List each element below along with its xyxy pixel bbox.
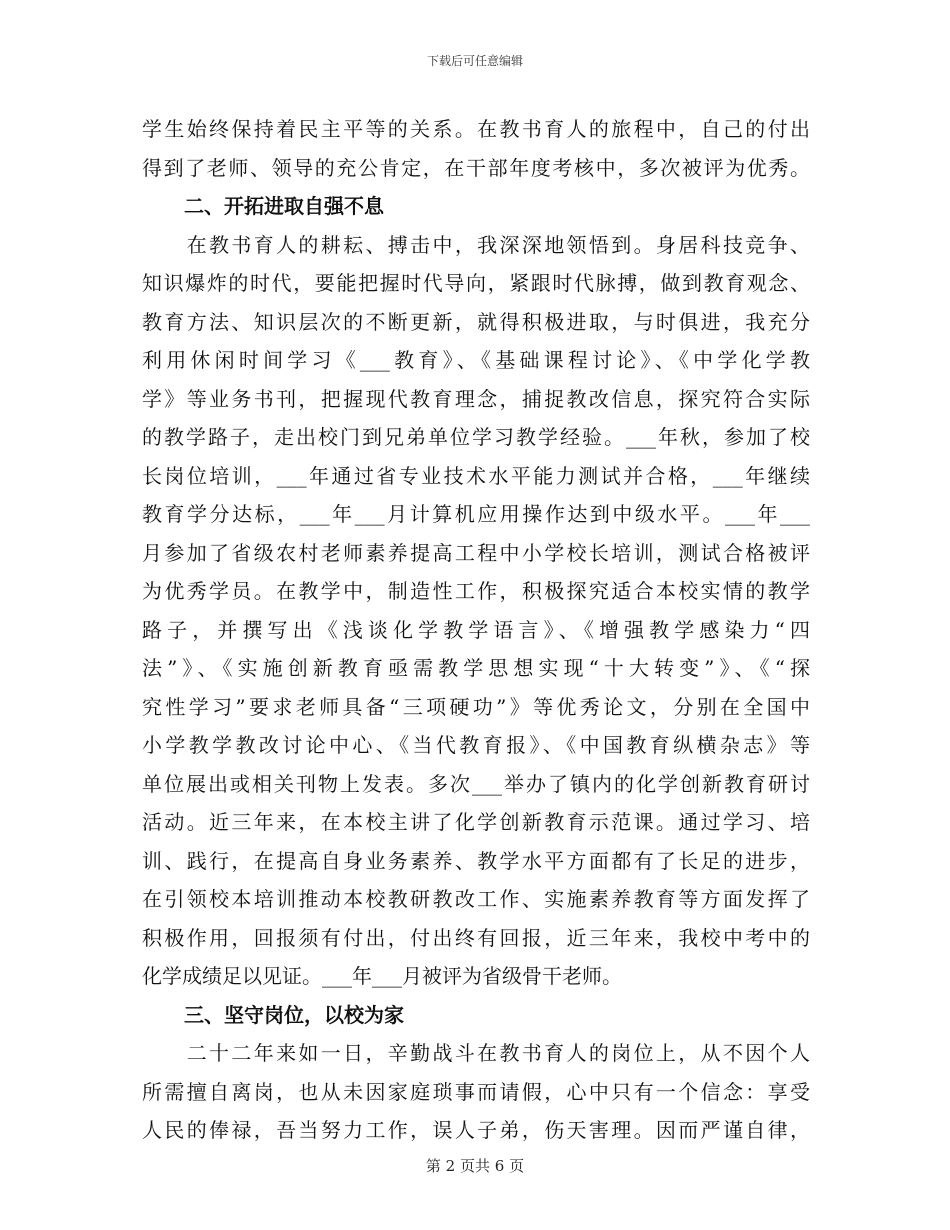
- text-line: 在教书育人的耕耘、搏击中，我深深地领悟到。身居科技竞争、: [142, 232, 810, 257]
- text-line: 在引领校本培训推动本校教研教改工作、实施素养教育等方面发挥了: [142, 887, 810, 911]
- text-line: 学生始终保持着民主平等的关系。在教书育人的旅程中，自己的付出: [142, 117, 810, 141]
- text-line: 长岗位培训，___年通过省专业技术水平能力测试并合格，___年继续: [142, 463, 810, 488]
- text-line: 化学成绩足以见证。___年___月被评为省级骨干老师。: [142, 964, 622, 988]
- text-line: 单位展出或相关刊物上发表。多次___举办了镇内的化学创新教育研讨: [142, 771, 810, 796]
- text-line: 知识爆炸的时代，要能把握时代导向，紧跟时代脉搏，做到教育观念、: [142, 271, 810, 295]
- text-line: 得到了老师、领导的充公肯定，在干部年度考核中，多次被评为优秀。: [142, 155, 810, 180]
- text-line: 路子，并撰写出《浅谈化学教学语言》、《增强教学感染力“四: [142, 617, 810, 642]
- page-footer: 第 2 页共 6 页: [425, 1157, 525, 1175]
- text-line: 积极作用，回报须有付出，付出终有回报，近三年来，我校中考中的: [142, 925, 810, 950]
- text-line: 教育学分达标，___年___月计算机应用操作达到中级水平。___年___: [142, 502, 810, 526]
- section-heading: 三、坚守岗位，以校为家: [184, 1002, 404, 1027]
- section-heading: 二、开拓进取自强不息: [184, 194, 384, 218]
- text-line: 所需擅自离岗，也从未因家庭琐事而请假，心中只有一个信念：享受: [142, 1079, 810, 1104]
- text-line: 为优秀学员。在教学中，制造性工作，积极探究适合本校实情的教学: [142, 579, 810, 603]
- text-line: 法”》、《实施创新教育亟需教学思想实现“十大转变”》、《“探: [142, 656, 810, 680]
- text-line: 月参加了省级农村老师素养提高工程中小学校长培训，测试合格被评: [142, 540, 810, 565]
- text-line: 利用休闲时间学习《___教育》、《基础课程讨论》、《中学化学教: [142, 348, 810, 372]
- text-line: 的教学路子，走出校门到兄弟单位学习教学经验。___年秋，参加了校: [142, 425, 810, 449]
- text-line: 教育方法、知识层次的不断更新，就得积极进取，与时俱进，我充分: [142, 309, 810, 334]
- text-line: 人民的俸禄，吾当努力工作，误人子弟，伤天害理。因而严谨自律，: [142, 1118, 810, 1142]
- text-line: 二十二年来如一日，辛勤战斗在教书育人的岗位上，从不因个人: [142, 1041, 810, 1065]
- page-header: 下载后可任意编辑: [426, 54, 523, 68]
- text-line: 小学教学教改讨论中心、《当代教育报》、《中国教育纵横杂志》等: [142, 733, 810, 757]
- document-body: [142, 110, 810, 1150]
- text-line: 究性学习”要求老师具备“三项硬功”》等优秀论文，分别在全国中: [142, 694, 810, 719]
- text-line: 活动。近三年来，在本校主讲了化学创新教育示范课。通过学习、培: [142, 810, 810, 834]
- text-line: 学》等业务书刊，把握现代教育理念，捕捉教改信息，探究符合实际: [142, 386, 810, 411]
- text-line: 训、践行，在提高自身业务素养、教学水平方面都有了长足的进步，: [142, 848, 810, 873]
